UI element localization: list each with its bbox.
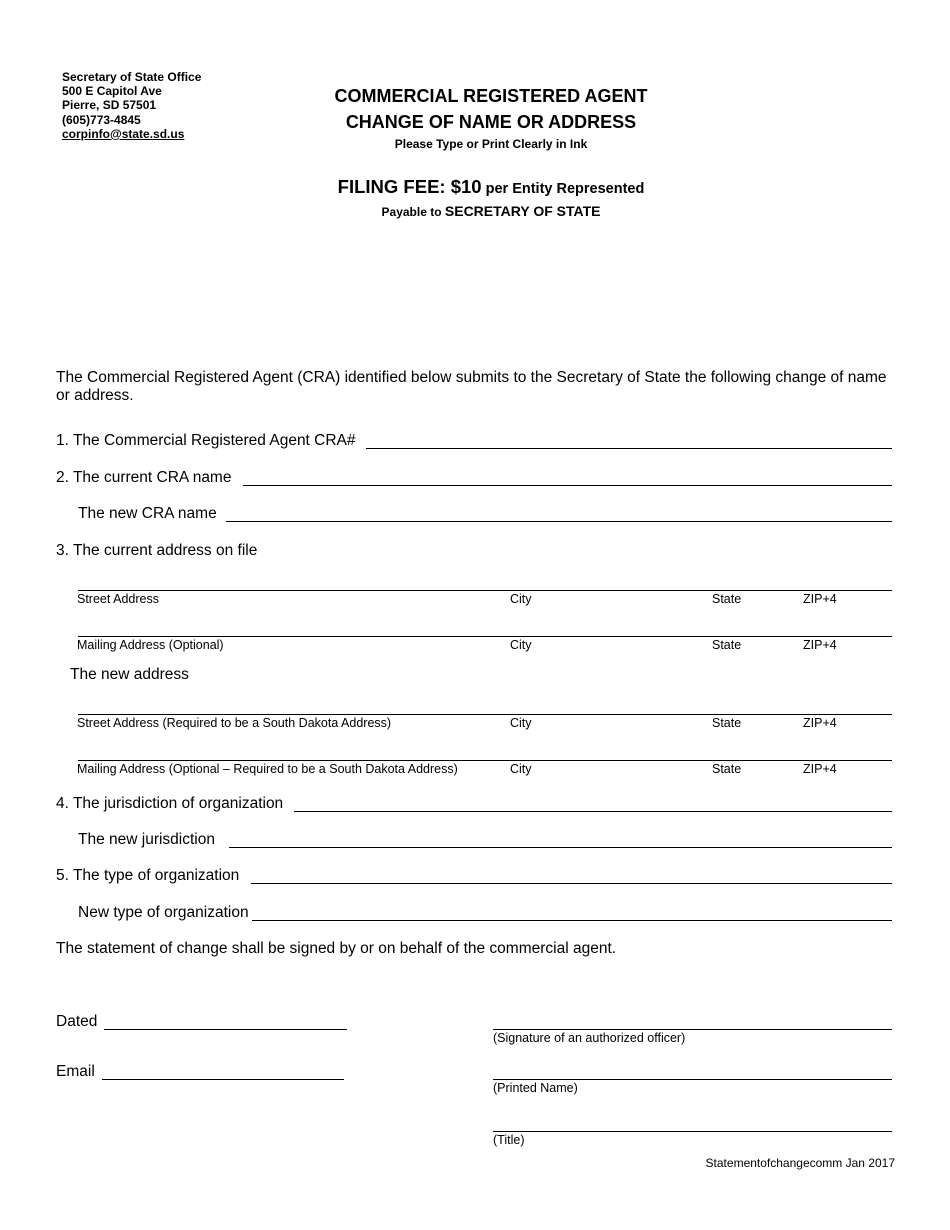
intro-paragraph: The Commercial Registered Agent (CRA) identified below submits to the Secretary of State the following change of name or address. [56,369,887,404]
current-street-city-caption: City [510,592,532,606]
office-name: Secretary of State Office [62,70,202,84]
current-mailing-city-caption: City [510,638,532,652]
new-name-field[interactable] [226,521,892,522]
current-address-label: 3. The current address on file [56,542,258,559]
title-caption: (Title) [493,1133,525,1147]
officer-signature-field[interactable] [493,1029,892,1030]
payable-recipient: SECRETARY OF STATE [444,203,601,219]
new-address-label: The new address [70,666,189,683]
office-phone: (605)773-4845 [62,112,141,127]
cra-number-field[interactable] [366,448,892,449]
email-label: Email [56,1063,95,1080]
cra-number-label: 1. The Commercial Registered Agent CRA# [56,432,356,449]
office-street: 500 E Capitol Ave [62,84,162,99]
new-street-city-caption: City [510,716,532,730]
filing-fee [0,176,950,198]
form-title-line2: CHANGE OF NAME OR ADDRESS [345,112,637,132]
form-instruction: Please Type or Print Clearly in Ink [394,137,588,151]
current-street-state-caption: State [712,592,742,606]
dated-field[interactable] [104,1029,347,1030]
filing-fee-amount: FILING FEE: $10 [337,176,482,197]
new-street-caption: Street Address (Required to be a South Dakota Address) [77,716,392,730]
form-footer-code: Statementofchangecomm Jan 2017 [705,1156,895,1170]
new-jurisdiction-field[interactable] [229,847,892,848]
statement-text: The statement of change shall be signed by or on behalf of the commercial agent. [56,940,617,957]
current-mailing-zip-caption: ZIP+4 [803,638,837,652]
new-jurisdiction-label: The new jurisdiction [78,831,215,848]
payable-to [0,203,950,221]
new-mailing-field[interactable] [78,760,892,761]
jurisdiction-field[interactable] [294,811,892,812]
printed-name-field[interactable] [493,1079,892,1080]
filing-fee-suffix: per Entity Represented [481,181,645,197]
current-street-zip-caption: ZIP+4 [803,592,837,606]
email-field[interactable] [102,1079,344,1080]
new-street-state-caption: State [712,716,742,730]
new-org-type-label: New type of organization [78,904,249,921]
office-city: Pierre, SD 57501 [62,98,157,113]
new-name-label: The new CRA name [78,505,217,522]
new-street-zip-caption: ZIP+4 [803,716,837,730]
new-street-field[interactable] [78,714,892,715]
current-mailing-caption: Mailing Address (Optional) [77,638,224,652]
current-mailing-state-caption: State [712,638,742,652]
new-mailing-zip-caption: ZIP+4 [803,762,837,776]
current-mailing-field[interactable] [78,636,892,637]
printed-name-caption: (Printed Name) [493,1081,578,1095]
new-mailing-state-caption: State [712,762,742,776]
org-type-field[interactable] [251,883,892,884]
current-street-caption: Street Address [77,592,159,606]
new-mailing-caption: Mailing Address (Optional – Required to be a South Dakota Address) [77,762,458,776]
dated-label: Dated [56,1013,98,1030]
current-name-label: 2. The current CRA name [56,469,232,486]
form-title-line1: COMMERCIAL REGISTERED AGENT [334,86,648,106]
office-email-link[interactable]: corpinfo@state.sd.us [62,126,185,141]
title-field[interactable] [493,1131,892,1132]
new-mailing-city-caption: City [510,762,532,776]
current-street-field[interactable] [78,590,892,591]
org-type-label: 5. The type of organization [56,867,240,884]
jurisdiction-label: 4. The jurisdiction of organization [56,795,284,812]
current-name-field[interactable] [243,485,892,486]
new-org-type-field[interactable] [252,920,892,921]
payable-label: Payable to [381,205,445,219]
officer-signature-caption: (Signature of an authorized officer) [493,1031,686,1045]
